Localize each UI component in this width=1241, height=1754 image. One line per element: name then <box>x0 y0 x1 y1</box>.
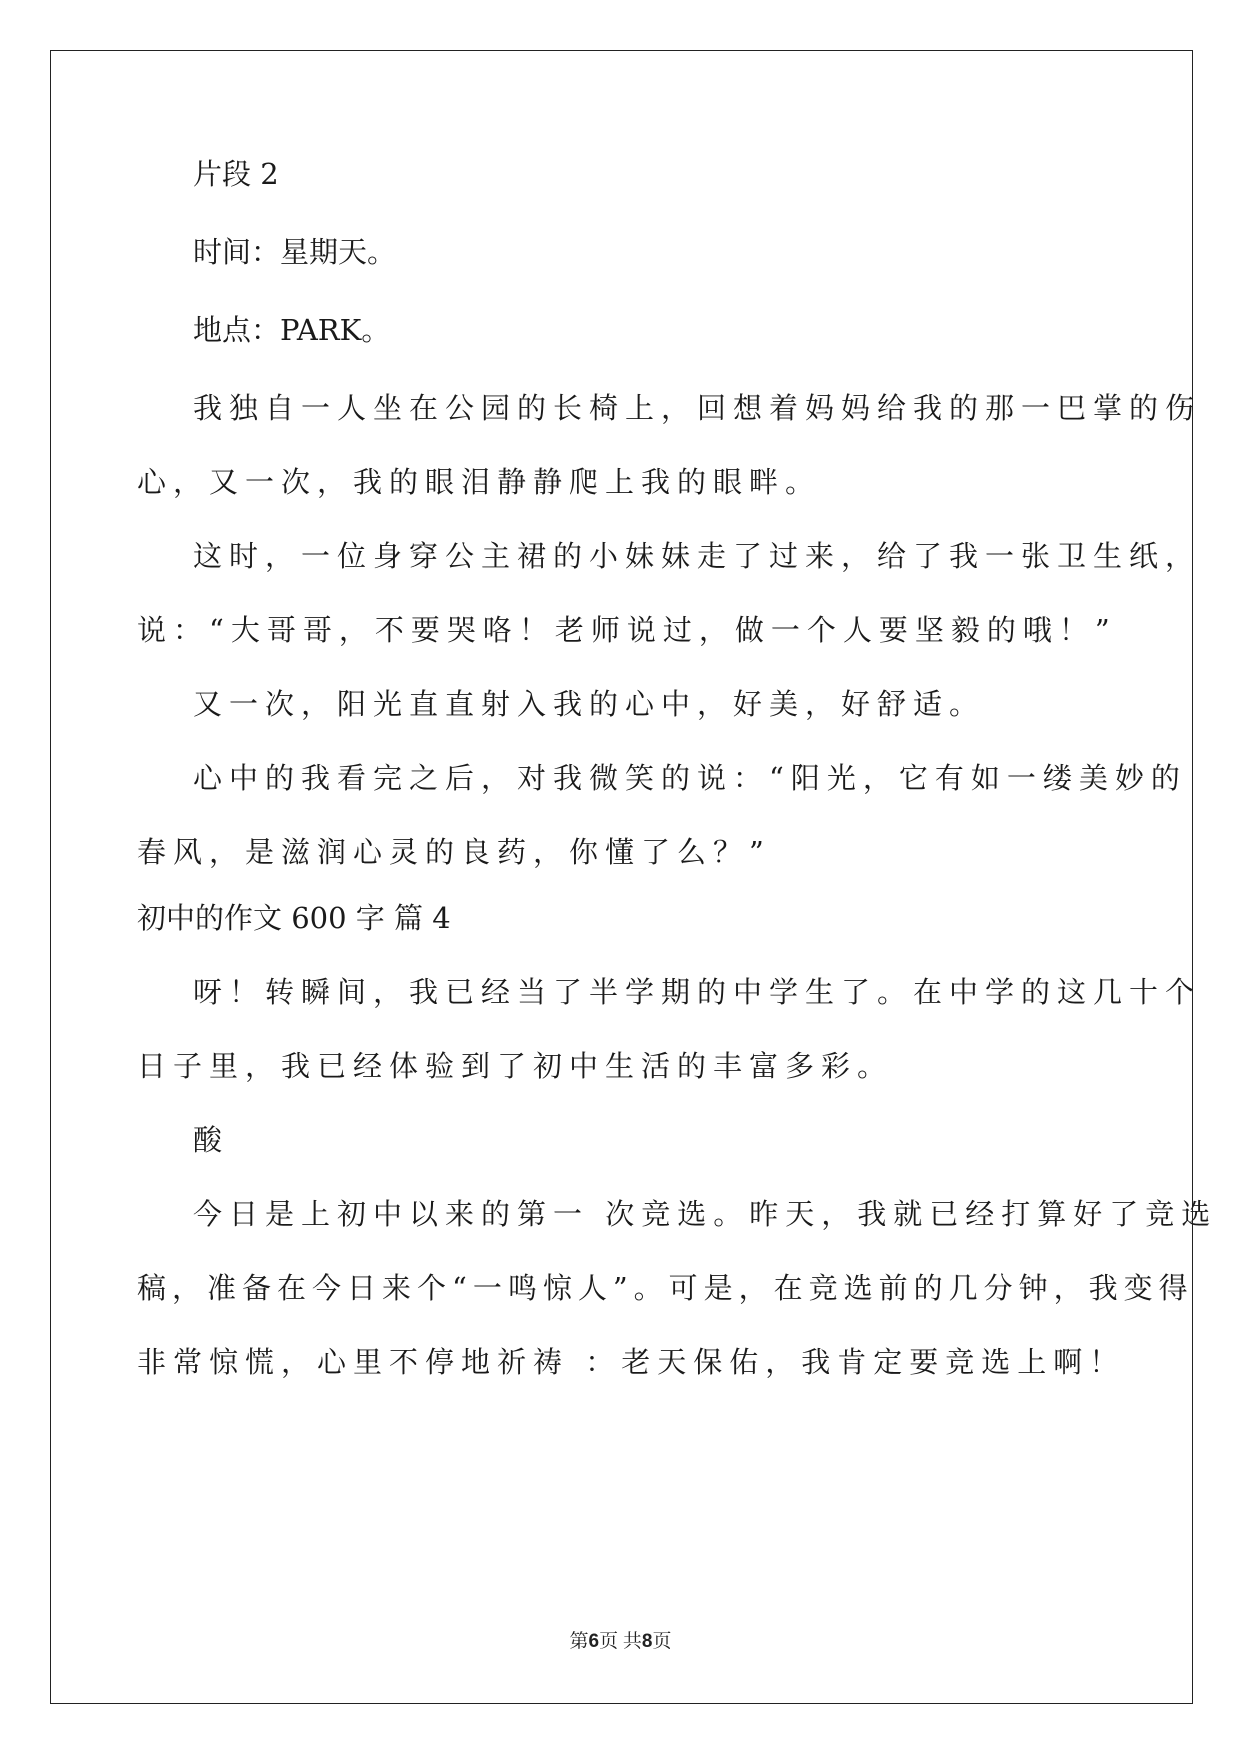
paragraph-line: 今日是上初中以来的第一 次竞选。昨天，我就已经打算好了竞选 <box>193 1197 1218 1231</box>
paragraph-line: 心中的我看完之后，对我微笑的说：“阳光，它有如一缕美妙的 <box>193 761 1187 795</box>
paragraph-line: 呀！转瞬间，我已经当了半学期的中学生了。在中学的这几十个 <box>193 975 1202 1009</box>
paragraph-line: 我独自一人坐在公园的长椅上，回想着妈妈给我的那一巴掌的伤 <box>193 391 1202 425</box>
footer-prefix: 第 <box>569 1631 589 1652</box>
paragraph-line: 春风，是滋润心灵的良药，你懂了么？” <box>137 835 771 869</box>
paragraph-line: 心，又一次，我的眼泪静静爬上我的眼畔。 <box>137 465 822 499</box>
paragraph-line: 日子里，我已经体验到了初中生活的丰富多彩。 <box>137 1049 894 1083</box>
paragraph-line: 稿，准备在今日来个“一鸣惊人”。可是，在竞选前的几分钟，我变得 <box>137 1271 1194 1305</box>
paragraph-line: 又一次，阳光直直射入我的心中，好美，好舒适。 <box>193 687 986 721</box>
total-page-number: 8 <box>641 1631 653 1652</box>
paragraph-line: 这时，一位身穿公主裙的小妹妹走了过来，给了我一张卫生纸， <box>193 539 1202 573</box>
current-page-number: 6 <box>588 1631 600 1652</box>
paragraph-line: 说：“大哥哥，不要哭咯！老师说过，做一个人要坚毅的哦！” <box>137 613 1117 647</box>
paragraph-line: 非常惊慌，心里不停地祈祷 ：老天保佑，我肯定要竞选上啊！ <box>137 1345 1126 1379</box>
footer-middle: 页 共 <box>599 1631 642 1652</box>
essay-heading: 初中的作文 600 字 篇 4 <box>137 901 451 935</box>
section-label: 片段 2 <box>193 157 279 191</box>
page-border <box>50 50 1193 1704</box>
page-footer <box>0 1626 1241 1653</box>
footer-suffix: 页 <box>652 1631 672 1652</box>
time-line: 时间：星期天。 <box>193 235 397 269</box>
place-line: 地点：PARK。 <box>193 313 391 347</box>
section-label: 酸 <box>193 1123 223 1157</box>
